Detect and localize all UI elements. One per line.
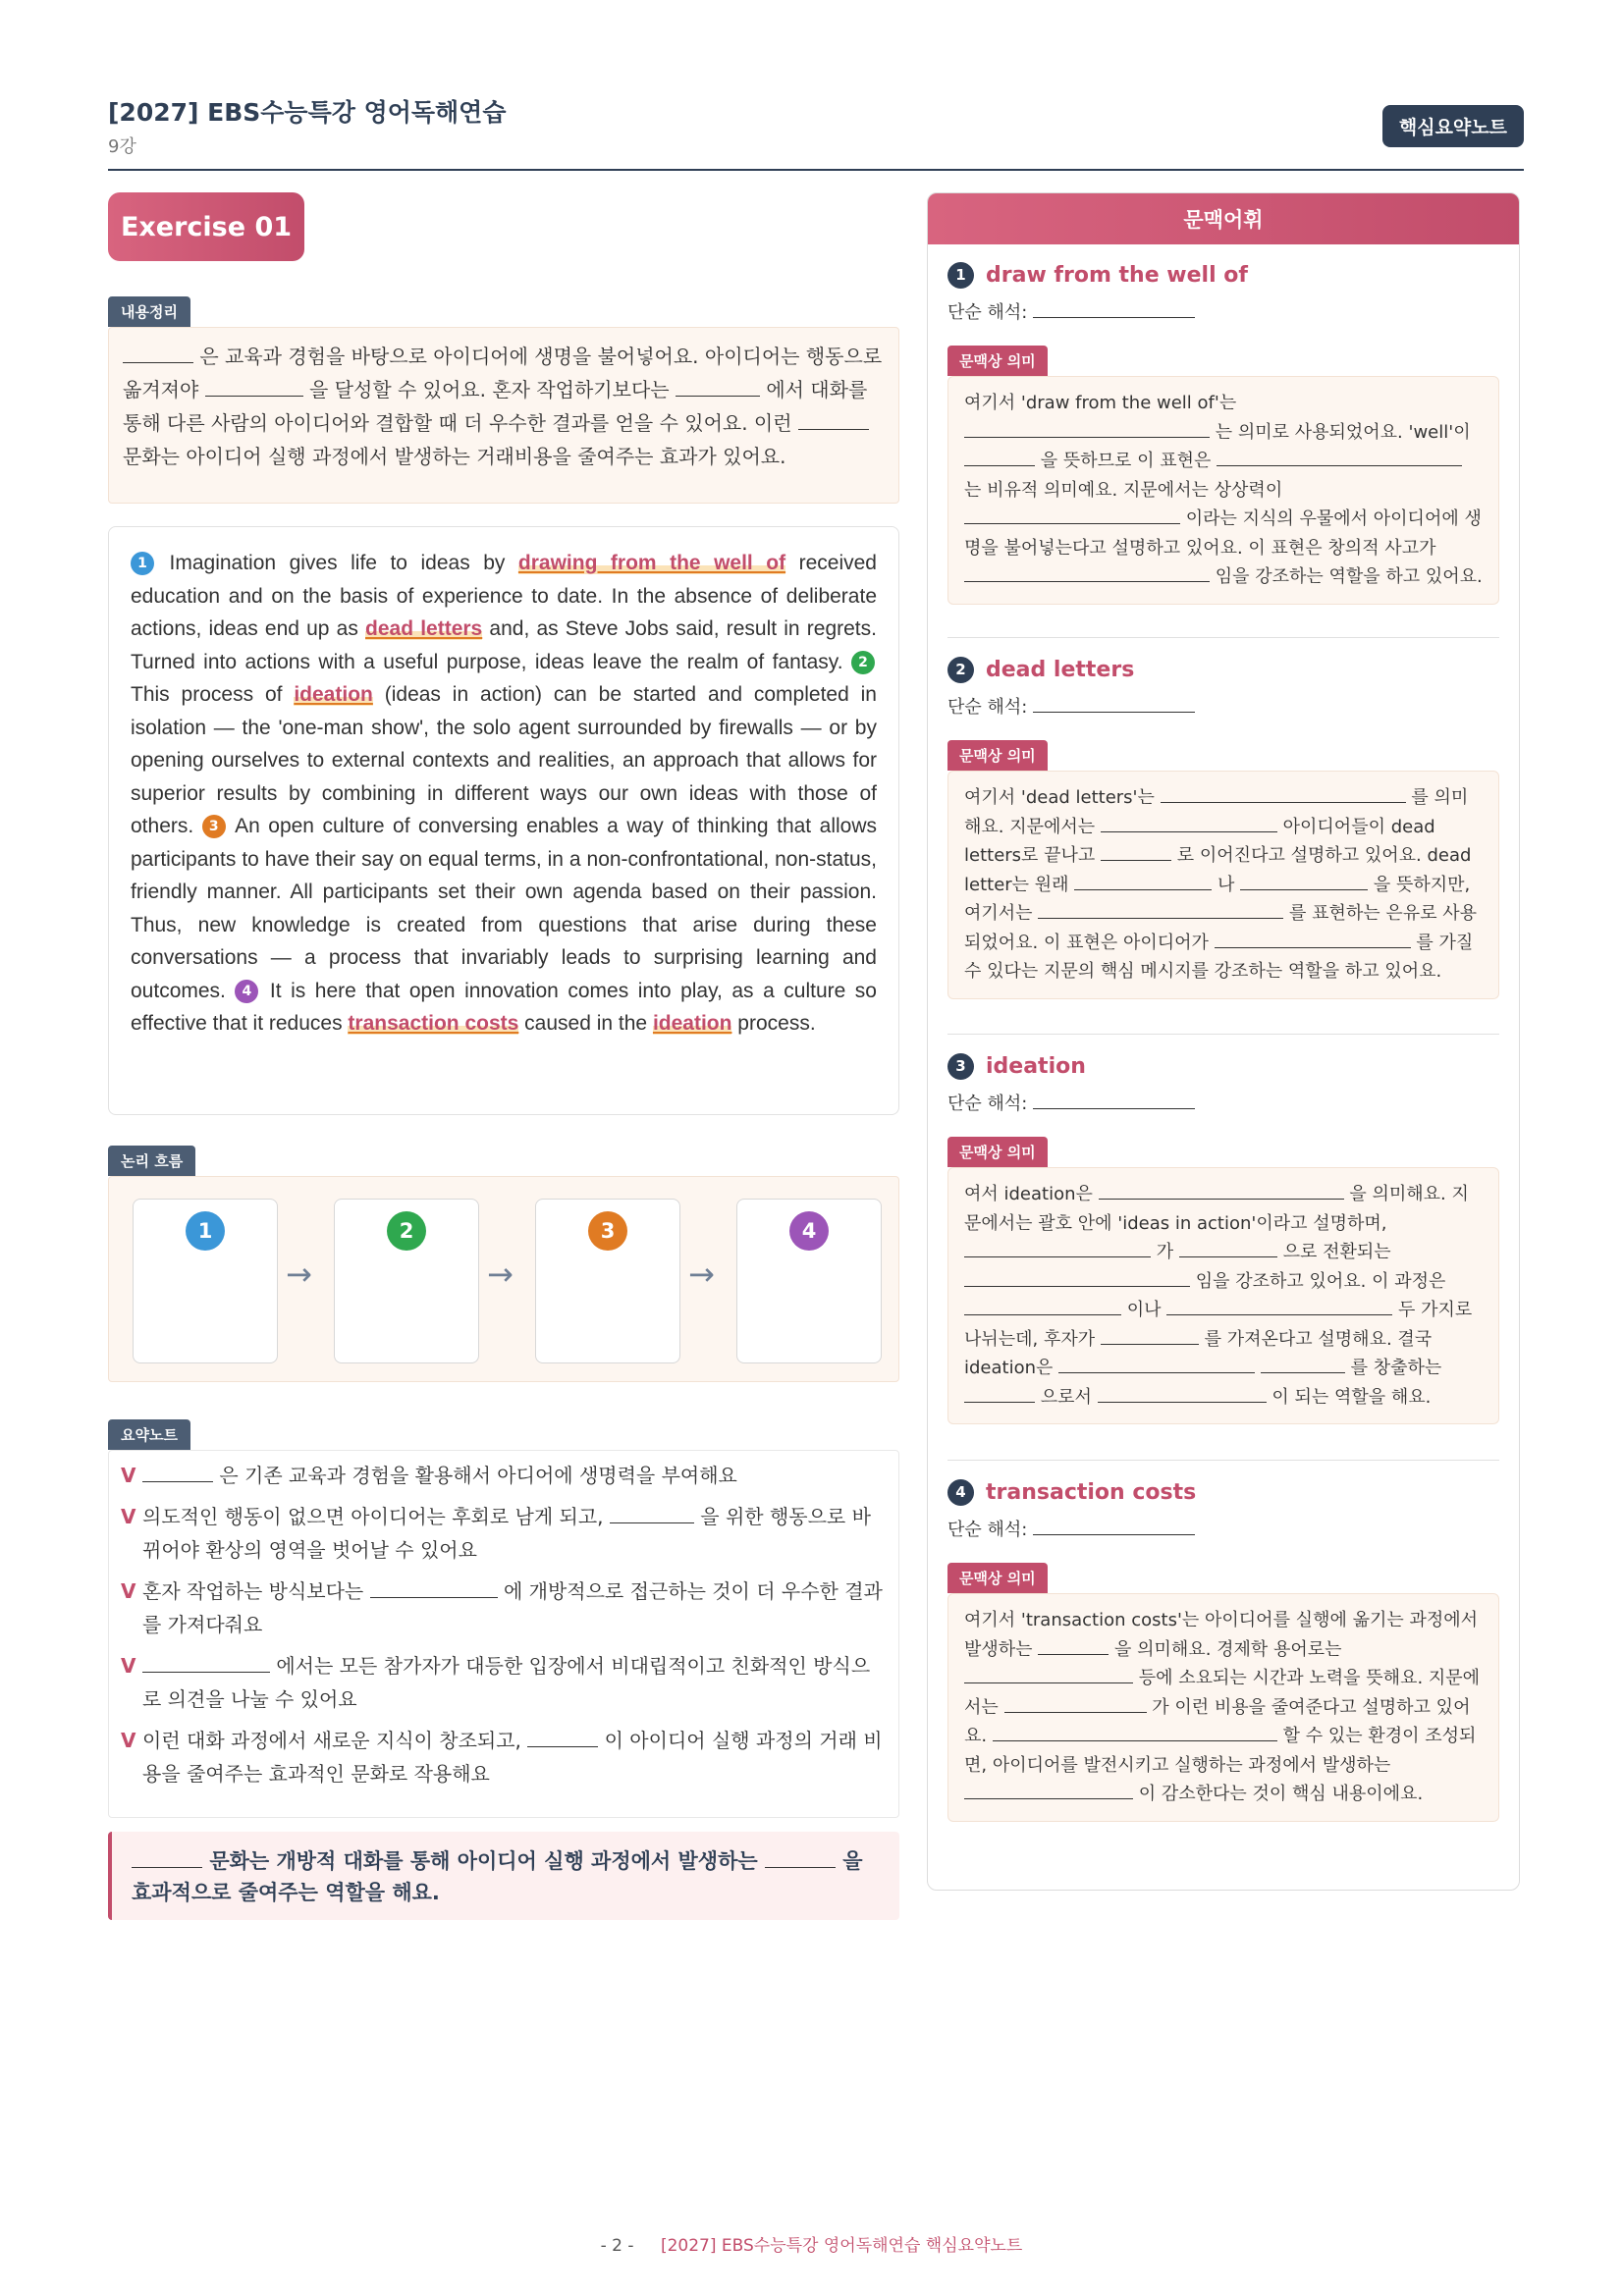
- page-footer: [0, 2231, 1623, 2256]
- passage-text: (ideas in action) can be started and completed in isolation — the 'one-man show', the solo agent surrounded by firewalls — or by opening ourselves to external contexts and realities, an approach that allows for superior results by combining in different ways our own ideas with those of others.: [131, 683, 877, 837]
- note-text: 혼자 작업하는 방식보다는: [142, 1579, 364, 1603]
- blank[interactable]: [1101, 1326, 1199, 1344]
- meaning-text: 나: [1217, 874, 1235, 895]
- note-text: 에 개방적으로 접근하는 것이 더 우수한 결과를 가져다줘요: [142, 1579, 883, 1636]
- simple-translation: [947, 1516, 1499, 1541]
- summary-text: 문화는 아이디어 실행 과정에서 발생하는 거래비용을 줄여주는 효과가 있어요.: [123, 445, 786, 468]
- summary-tag: 내용정리: [108, 296, 190, 327]
- passage-text: caused in the: [524, 1012, 648, 1035]
- translation-label: 단순 해석:: [947, 1094, 1028, 1114]
- meaning-text: 를 가져온다고 설명해요. 결국 ideation은: [964, 1328, 1433, 1378]
- blank[interactable]: [1240, 872, 1368, 889]
- highlighted-term: transaction costs: [348, 1012, 519, 1035]
- check-mark-icon: V: [121, 1464, 136, 1487]
- blank[interactable]: [1179, 1240, 1277, 1257]
- notes-tag: 요약노트: [108, 1419, 190, 1450]
- note-item: [121, 1459, 887, 1492]
- vocab-header: 문맥어휘: [928, 193, 1519, 244]
- arrow-right-icon: →: [286, 1255, 312, 1293]
- simple-translation: [947, 693, 1499, 719]
- flow-card[interactable]: [535, 1199, 680, 1363]
- blank[interactable]: [132, 1847, 202, 1868]
- vocab-number: 2: [947, 657, 974, 683]
- blank[interactable]: [205, 377, 303, 397]
- sentence-number: 1: [131, 552, 154, 575]
- blank[interactable]: [798, 410, 869, 430]
- passage-text: It is here that open innovation comes into play, as a culture so effective that it reduces: [131, 979, 877, 1035]
- meaning-text: 을 의미해요. 지문에서는 괄호 안에 'ideas in action'이라고 설명하며,: [964, 1184, 1469, 1234]
- meaning-text: 을 뜻하므로 이 표현은: [1040, 451, 1212, 471]
- note-text: 의도적인 행동이 없으면 아이디어는 후회로 남게 되고,: [142, 1505, 604, 1528]
- passage-text: and, as Steve Jobs said, result in regrets. Turned into actions with a useful purpose, ideas leave the realm of fantasy.: [131, 617, 877, 673]
- passage-text: An open culture of conversing enables a way of thinking that allows participants to have their say on equal terms, in a non-confrontational, non-status, friendly manner. All participants set their own agenda based on their passion. Thus, new knowledge is created from questions that arise during these conversations — a process that invariably leads to surprising learning and outcomes.: [131, 815, 878, 1002]
- translation-label: 단순 해석:: [947, 697, 1028, 718]
- summary-notes: [108, 1450, 899, 1818]
- meaning-box: [947, 771, 1499, 999]
- meaning-text: 할 수 있는 환경이 조성되면, 아이디어를 발전시키고 실행하는 과정에서 발생하는: [964, 1726, 1477, 1776]
- blank[interactable]: [1038, 901, 1283, 919]
- meaning-text: 가 이런 비용을 줄여준다고 설명하고 있어요.: [964, 1696, 1471, 1746]
- meaning-text: 이 되는 역할을 해요.: [1271, 1386, 1432, 1408]
- summary-text: 에서 대화를 통해 다른 사람의 아이디어와 결합할 때 더 우수한 결과를 얻을 수 있어요. 이런: [123, 378, 868, 435]
- check-mark-icon: V: [121, 1579, 136, 1603]
- blank[interactable]: [1038, 1636, 1109, 1654]
- vocab-item: [947, 1053, 1499, 1424]
- note-text: 이 아이디어 실행 과정의 거래 비용을 줄여주는 효과적인 문화로 작용해요: [142, 1729, 883, 1786]
- vocab-panel: [927, 192, 1520, 1891]
- highlighted-term: ideation: [294, 683, 373, 706]
- blank[interactable]: [993, 1724, 1277, 1741]
- meaning-text: 여서 ideation은: [964, 1184, 1093, 1204]
- meaning-text: 등에 소요되는 시간과 노력을 뜻해요. 지문에서는: [964, 1668, 1481, 1718]
- footer-title: [2027] EBS수능특강 영어독해연습 핵심요약노트: [660, 2236, 1023, 2256]
- exercise-title: Exercise 01: [108, 192, 304, 261]
- meaning-text: 두 가지로 나뉘는데, 후자가: [964, 1300, 1473, 1350]
- flow-step-number: 2: [387, 1211, 426, 1251]
- blank[interactable]: [142, 1653, 270, 1673]
- meaning-text: 으로서: [1040, 1386, 1092, 1408]
- vocab-number: 1: [947, 262, 974, 289]
- blank[interactable]: [964, 449, 1035, 466]
- check-mark-icon: V: [121, 1505, 136, 1528]
- flow-step-number: 1: [186, 1211, 225, 1251]
- blank[interactable]: [370, 1578, 498, 1598]
- simple-translation: [947, 1090, 1499, 1115]
- blank[interactable]: [964, 507, 1180, 524]
- vocab-term: ideation: [986, 1054, 1086, 1079]
- highlighted-term: ideation: [652, 1012, 732, 1035]
- note-text: 에서는 모든 참가자가 대등한 입장에서 비대립적이고 친화적인 방식으로 의견을 나눌 수 있어요: [142, 1654, 871, 1711]
- note-item: [121, 1500, 887, 1567]
- meaning-text: 를 표현하는 은유로 사용되었어요. 이 표현은 아이디어가: [964, 903, 1478, 953]
- flow-card[interactable]: [736, 1199, 882, 1363]
- blank[interactable]: [1033, 695, 1195, 713]
- blank[interactable]: [1215, 930, 1411, 947]
- meaning-text: 는 비유적 의미예요. 지문에서는 상상력이: [964, 479, 1283, 501]
- blank[interactable]: [964, 1298, 1121, 1315]
- summary-text: 을 달성할 수 있어요. 혼자 작업하기보다는: [309, 378, 670, 401]
- meaning-tag: 문맥상 의미: [947, 346, 1048, 376]
- section-divider: [947, 1034, 1499, 1035]
- arrow-right-icon: →: [688, 1255, 715, 1293]
- blank[interactable]: [1261, 1356, 1345, 1373]
- passage-box: [108, 526, 899, 1115]
- blank[interactable]: [1033, 300, 1195, 318]
- blank[interactable]: [1074, 872, 1212, 889]
- passage-text: process.: [737, 1012, 816, 1035]
- meaning-text: 으로 전환되는: [1282, 1242, 1391, 1262]
- key-summary-text: 효과적으로 줄여주는 역할을 해요.: [132, 1881, 440, 1904]
- simple-translation: [947, 298, 1499, 324]
- blank[interactable]: [964, 1268, 1190, 1286]
- key-summary: [108, 1832, 899, 1920]
- blank[interactable]: [1058, 1356, 1255, 1373]
- blank[interactable]: [964, 564, 1210, 582]
- section-divider: [947, 637, 1499, 638]
- vocab-item: [947, 262, 1499, 605]
- section-badge: 핵심요약노트: [1382, 105, 1524, 147]
- meaning-text: 여기서 'transaction costs'는 아이디어를 실행에 옮기는 과정에서 발생하는: [964, 1610, 1478, 1660]
- blank[interactable]: [964, 419, 1210, 437]
- note-text: 은 기존 교육과 경험을 활용해서 아디어에 생명력을 부여해요: [219, 1464, 737, 1487]
- vocab-term-row: [947, 1053, 1499, 1080]
- blank[interactable]: [1101, 814, 1277, 831]
- meaning-box: [947, 1167, 1499, 1424]
- blank[interactable]: [1161, 785, 1406, 803]
- page-number: - 2 -: [600, 2236, 634, 2256]
- vocab-term: transaction costs: [986, 1480, 1197, 1505]
- meaning-text: 을 의미해요. 경제학 용어로는: [1114, 1638, 1342, 1660]
- meaning-text: 는 의미로 사용되었어요. 'well'이: [1215, 421, 1471, 443]
- vocab-term-row: [947, 262, 1499, 289]
- blank[interactable]: [964, 1782, 1133, 1799]
- vocab-term: draw from the well of: [986, 263, 1248, 288]
- highlighted-term: drawing from the well of: [517, 552, 786, 574]
- blank[interactable]: [1099, 1182, 1344, 1200]
- blank[interactable]: [964, 1666, 1133, 1683]
- section-divider: [947, 1460, 1499, 1461]
- vocab-number: 4: [947, 1479, 974, 1506]
- meaning-text: 이라는 지식의 우물에서 아이디어에 생명을 불어넣는다고 설명하고 있어요. 이 표현은 창의적 사고가: [964, 508, 1482, 559]
- lesson-number: 9강: [108, 136, 136, 157]
- meaning-tag: 문맥상 의미: [947, 740, 1048, 771]
- flow-step-number: 3: [588, 1211, 627, 1251]
- meaning-text: 가: [1156, 1242, 1174, 1262]
- blank[interactable]: [676, 377, 760, 397]
- note-item: [121, 1649, 887, 1716]
- flow-card[interactable]: [334, 1199, 479, 1363]
- note-item: [121, 1724, 887, 1790]
- vocab-item: [947, 657, 1499, 999]
- meaning-text: 임을 강조하고 있어요. 이 과정은: [1195, 1270, 1446, 1292]
- meaning-text: 를 가질 수 있다는 지문의 핵심 메시지를 강조하는 역할을 하고 있어요.: [964, 932, 1474, 982]
- meaning-tag: 문맥상 의미: [947, 1137, 1048, 1167]
- logic-flow: [108, 1176, 899, 1382]
- vocab-term-row: [947, 657, 1499, 683]
- meaning-box: [947, 376, 1499, 605]
- flow-card[interactable]: [133, 1199, 278, 1363]
- passage-text: Imagination gives life to ideas by: [169, 552, 506, 574]
- blank[interactable]: [123, 344, 193, 363]
- note-item: [121, 1575, 887, 1641]
- translation-label: 단순 해석:: [947, 1520, 1028, 1540]
- passage-text: received education and on the basis of experience to date. In the absence of deliberate actions, ideas end up as: [131, 552, 877, 640]
- meaning-text: 로 이어진다고 설명하고 있어요. dead letter는 원래: [964, 845, 1472, 895]
- meaning-text: 이나: [1126, 1300, 1162, 1320]
- summary-text: 은 교육과 경험을 바탕으로 아이디어에 생명을 불어넣어요. 아이디어는 행동으로 옮겨져야: [123, 345, 883, 401]
- check-mark-icon: V: [121, 1654, 136, 1678]
- blank[interactable]: [527, 1728, 598, 1747]
- check-mark-icon: V: [121, 1729, 136, 1752]
- header-divider: [108, 169, 1524, 171]
- note-text: 을 위한 행동으로 바뀌어야 환상의 영역을 벗어날 수 있어요: [142, 1505, 871, 1562]
- flow-tag: 논리 흐름: [108, 1146, 195, 1176]
- meaning-text: 이 감소한다는 것이 핵심 내용이에요.: [1138, 1784, 1424, 1804]
- meaning-text: 아이디어들이 dead letters로 끝나고: [964, 816, 1435, 866]
- blank[interactable]: [964, 1384, 1035, 1402]
- sentence-number: 2: [851, 651, 875, 674]
- vocab-term: dead letters: [986, 658, 1135, 682]
- sentence-number: 4: [235, 980, 258, 1003]
- note-text: 이런 대화 과정에서 새로운 지식이 창조되고,: [142, 1729, 521, 1752]
- blank[interactable]: [1217, 449, 1462, 466]
- blank[interactable]: [1033, 1518, 1195, 1535]
- vocab-number: 3: [947, 1053, 974, 1080]
- meaning-text: 여기서 'draw from the well of'는: [964, 393, 1237, 413]
- meaning-text: 를 의미해요. 지문에서는: [964, 787, 1469, 837]
- meaning-text: 를 창출하는: [1350, 1358, 1442, 1378]
- meaning-text: 임을 강조하는 역할을 하고 있어요.: [1215, 566, 1483, 587]
- blank[interactable]: [610, 1504, 694, 1523]
- vocab-term-row: [947, 1479, 1499, 1506]
- blank[interactable]: [1101, 843, 1171, 861]
- document-title: [2027] EBS수능특강 영어독해연습: [108, 98, 507, 127]
- flow-step-number: 4: [789, 1211, 829, 1251]
- passage-text: This process of: [131, 683, 283, 706]
- meaning-text: 여기서 'dead letters'는: [964, 787, 1155, 808]
- translation-label: 단순 해석:: [947, 302, 1028, 323]
- summary-box: [108, 327, 899, 504]
- meaning-box: [947, 1593, 1499, 1822]
- highlighted-term: dead letters: [365, 617, 483, 640]
- blank[interactable]: [142, 1463, 213, 1482]
- blank[interactable]: [765, 1847, 836, 1868]
- meaning-tag: 문맥상 의미: [947, 1563, 1048, 1593]
- blank[interactable]: [1166, 1298, 1392, 1315]
- key-summary-text: 을: [842, 1849, 863, 1873]
- blank[interactable]: [1033, 1092, 1195, 1109]
- blank[interactable]: [1004, 1694, 1147, 1712]
- sentence-number: 3: [202, 815, 226, 838]
- key-summary-text: 문화는 개방적 대화를 통해 아이디어 실행 과정에서 발생하는: [209, 1849, 758, 1873]
- arrow-right-icon: →: [487, 1255, 514, 1293]
- blank[interactable]: [1098, 1384, 1267, 1402]
- vocab-item: [947, 1479, 1499, 1822]
- meaning-text: 을 뜻하지만, 여기서는: [964, 874, 1471, 924]
- blank[interactable]: [964, 1240, 1151, 1257]
